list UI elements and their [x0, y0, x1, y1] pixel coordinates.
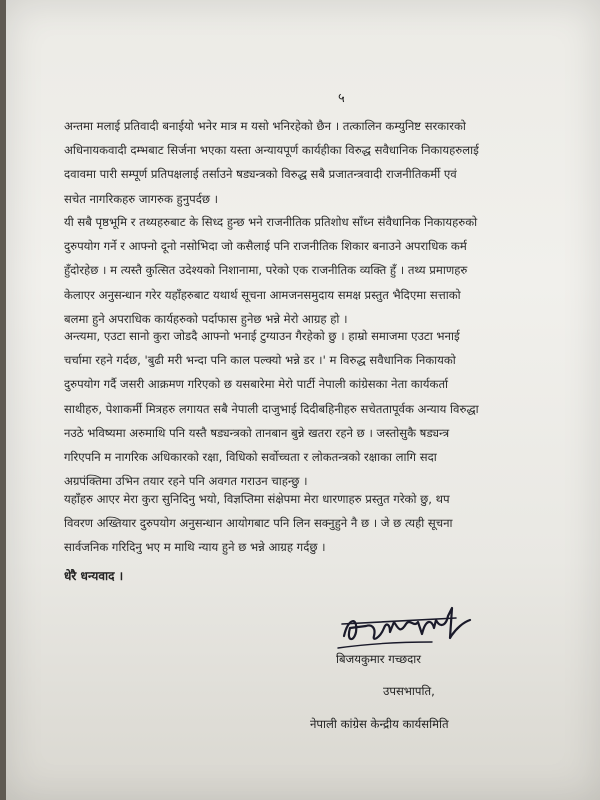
text-line: अन्त्यमा, एउटा सानो कुरा जोडदै आफ्नो भनाई टुग्याउन गैरहेको छु । हाम्रो समाजमा एउटा भनाई: [64, 329, 460, 343]
text-line: यी सबै पृष्ठभूमि र तथ्यहरुबाट के सिध्द हुन्छ भने राजनीतिक प्रतिशोध साँध्न संवैधानिक निकायहरुको: [64, 215, 478, 229]
page-number: ५: [338, 91, 345, 106]
text-line: साथीहरु, पेशाकर्मी मित्रहरु लगायत सबै नेपाली दाजुभाई दिदीबहिनीहरु सचेततापूर्वक अन्याय विरुद्धा: [64, 401, 479, 416]
text-line: नउठे भविष्यमा अरुमाथि पनि यस्तै षड्यन्त्रको तानबान बुन्ने खतरा रहने छ । जस्तोसुकै षड्यन्त्र: [64, 425, 450, 440]
text-line: चर्चामा रहने गर्दछ, 'बुढी मरी भन्दा पनि काल पल्क्यो भन्ने डर ।' म विरुद्ध सवैधानिक निकायको: [64, 353, 456, 368]
text-line: हुँदोरहेछ । म त्यस्तै कुत्सित उदेश्यको निशानामा, परेको एक राजनीतिक व्यक्ति हुँ । तथ्य प्रमाणहरु: [64, 263, 468, 278]
closing-thanks: धेरै धन्यवाद ।: [64, 569, 124, 583]
paragraph-3: [64, 324, 584, 493]
text-line: सार्वजनिक गरिदिनु भए म माथि न्याय हुने छ भन्ने आग्रह गर्दछु ।: [64, 540, 326, 555]
text-line: विवरण अख्तियार दुरुपयोग अनुसन्धान आयोगबाट पनि लिन सक्नुहुने नै छ । जे छ त्यही सूचना: [64, 516, 453, 531]
text-line: गरिएपनि म नागरिक अधिकारको रक्षा, विधिको सर्वोच्चता र लोकतन्त्रको रक्षाका लागि सदा: [64, 450, 437, 465]
paragraph-1: [64, 114, 584, 211]
text-line: बलमा हुने अपराधिक कार्यहरुको पर्दाफास हुनेछ भन्ने मेरो आग्रह हो ।: [64, 311, 348, 326]
signatory-name: बिजयकुमार गच्छदार: [336, 652, 422, 666]
text-line: यहाँहरु आएर मेरा कुरा सुनिदिनु भयो, विज्ञप्तिमा संक्षेपमा मेरा धारणाहरु प्रस्तुत गरेको छु, थप: [64, 492, 450, 506]
text-line: अग्रपंक्तिमा उभिन तयार रहने पनि अवगत गराउन चाहन्छु ।: [64, 474, 308, 489]
paragraph-4: [64, 487, 584, 560]
paragraph-2: [64, 210, 584, 331]
text-line: अन्तमा मलाई प्रतिवादी बनाईयो भनेर मात्र म यसो भनिरहेको छैन । तत्कालिन कम्युनिष्ट सरकारको: [64, 119, 466, 133]
text-line: केलाएर अनुसन्धान गरेर यहाँहरुबाट यथार्थ सूचना आमजनसमुदाय समक्ष प्रस्तुत भैदिएमा सत्ताको: [64, 287, 461, 302]
text-line: अधिनायकवादी दम्भबाट सिर्जना भएका यस्ता अन्यायपूर्ण कार्यहीका विरुद्ध सवैधानिक निकायहरुलाई: [64, 143, 479, 158]
text-line: दवावमा पारी सम्पूर्ण प्रतिपक्षलाई तर्साउने षड्यन्त्रको विरुद्ध सबै प्रजातन्त्रवादी राजनीतिकर्मी एवं: [64, 167, 457, 182]
signatory-title: उपसभापति,: [383, 684, 435, 698]
text-line: दुरुपयोग गर्ने र आफ्नो दूनो नसोभिदा जो कसैलाई पनि राजनीतिक शिकार बनाउने अपराधिक कर्म: [64, 239, 467, 254]
handwritten-signature: [336, 598, 476, 656]
text-line: दुरुपयोग गर्दै जसरी आक्रमण गरिएको छ यसबारेमा मेरो पार्टी नेपाली कांग्रेसका नेता कार्यकर्ता: [64, 377, 449, 392]
signatory-organization: नेपाली कांग्रेस केन्द्रीय कार्यसमिति: [310, 717, 449, 731]
document-page: [6, 0, 600, 800]
text-line: सचेत नागरिकहरु जागरुक हुनुपर्दछ ।: [64, 191, 219, 206]
